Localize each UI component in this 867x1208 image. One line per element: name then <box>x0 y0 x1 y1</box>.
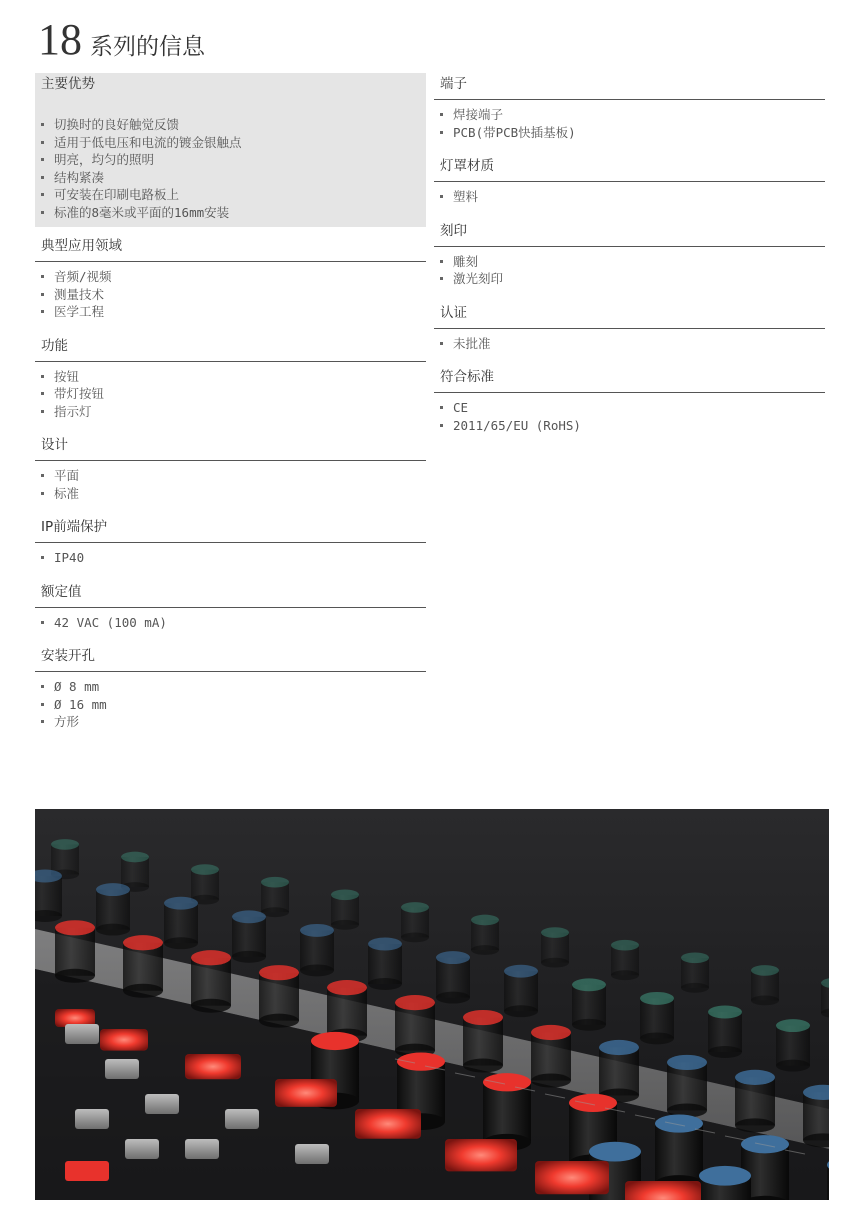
section-main-advantages <box>35 73 426 227</box>
item-list <box>35 672 426 731</box>
section-lens-material <box>434 155 825 206</box>
knob-cap <box>191 864 219 875</box>
item-list <box>434 393 825 434</box>
knob-base <box>504 1005 538 1017</box>
knob-cap <box>327 980 367 995</box>
section-applications <box>35 235 426 321</box>
item-list <box>434 100 825 141</box>
item-list <box>434 182 825 206</box>
section-heading: 刻印 <box>434 220 825 247</box>
knob-cap <box>667 1055 707 1070</box>
section-ip-protection <box>35 516 426 567</box>
knob-body <box>827 1165 829 1200</box>
section-approvals <box>434 302 825 353</box>
knob-cap <box>191 950 231 965</box>
knob-base <box>611 970 639 980</box>
list-item: 雕刻 <box>440 253 819 271</box>
item-list <box>35 262 426 321</box>
list-item: 方形 <box>41 713 420 731</box>
grey-key <box>225 1109 259 1129</box>
knob-cap <box>599 1040 639 1055</box>
item-list <box>35 362 426 421</box>
knob-cap <box>572 978 606 991</box>
knob-cap <box>397 1053 445 1071</box>
section-heading: 设计 <box>35 434 426 461</box>
section-heading: IP前端保护 <box>35 516 426 543</box>
item-list <box>35 608 426 632</box>
knob-cap <box>96 883 130 896</box>
knob-cap <box>55 920 95 935</box>
list-item: 测量技术 <box>41 286 420 304</box>
knob-cap <box>261 877 289 888</box>
list-item: 带灯按钮 <box>41 385 420 403</box>
knob-cap <box>504 965 538 978</box>
knob-base <box>471 945 499 955</box>
red-lit-button <box>535 1161 609 1194</box>
knob-cap <box>471 915 499 926</box>
grey-key <box>185 1139 219 1159</box>
knob-base <box>55 969 95 983</box>
knob-base <box>640 1032 674 1044</box>
red-lit-button <box>185 1054 241 1079</box>
knob-cap <box>436 951 470 964</box>
section-heading: 典型应用领域 <box>35 235 426 262</box>
grey-key <box>105 1059 139 1079</box>
section-design <box>35 434 426 502</box>
list-item: PCB(带PCB快插基板) <box>440 124 819 142</box>
section-mounting-hole <box>35 645 426 731</box>
list-item: 未批准 <box>440 335 819 353</box>
knob-cap <box>531 1025 571 1040</box>
knob-cap <box>681 952 709 963</box>
knob-cap <box>331 889 359 900</box>
list-item: 2011/65/EU (RoHS) <box>440 417 819 435</box>
knob-cap <box>463 1010 503 1025</box>
knob-base <box>96 924 130 936</box>
list-item: 适用于低电压和电流的镀金银触点 <box>41 134 420 152</box>
item-list <box>434 329 825 353</box>
section-heading: 认证 <box>434 302 825 329</box>
knob-cap <box>589 1142 641 1162</box>
grey-key <box>65 1024 99 1044</box>
list-item: 焊接端子 <box>440 106 819 124</box>
knob-cap <box>708 1006 742 1019</box>
knob-cap <box>259 965 299 980</box>
knob-base <box>259 1014 299 1028</box>
list-item: 音频/视频 <box>41 268 420 286</box>
knob-cap <box>751 965 779 976</box>
list-item: 标准 <box>41 485 420 503</box>
grey-key <box>295 1144 329 1164</box>
red-lit-button <box>275 1079 337 1107</box>
knob-base <box>164 937 198 949</box>
section-rating <box>35 581 426 632</box>
red-lit-button <box>445 1139 517 1171</box>
item-list <box>434 247 825 288</box>
list-item: 医学工程 <box>41 303 420 321</box>
section-heading: 额定值 <box>35 581 426 608</box>
knob-base <box>401 933 429 943</box>
list-item: 切换时的良好触觉反馈 <box>41 116 420 134</box>
knob-base <box>436 992 470 1004</box>
section-heading: 端子 <box>434 73 825 100</box>
knob-base <box>735 1118 775 1132</box>
knob-base <box>368 978 402 990</box>
list-item: CE <box>440 399 819 417</box>
knob-base <box>232 951 266 963</box>
knob-cap <box>300 924 334 937</box>
list-item: IP40 <box>41 549 420 567</box>
knob-cap <box>541 927 569 938</box>
series-number: 18 <box>38 15 82 64</box>
knob-cap <box>741 1135 789 1153</box>
list-item: 42 VAC (100 mA) <box>41 614 420 632</box>
section-heading: 符合标准 <box>434 366 825 393</box>
knob-cap <box>164 897 198 910</box>
knob-cap <box>776 1019 810 1032</box>
knob-cap <box>368 938 402 951</box>
knob-base <box>541 958 569 968</box>
knob-base <box>191 999 231 1013</box>
list-item: 标准的8毫米或平面的16mm安装 <box>41 204 420 222</box>
series-title: 系列的信息 <box>90 34 205 60</box>
red-lit-button <box>625 1181 701 1200</box>
item-list <box>35 461 426 502</box>
knob-cap <box>395 995 435 1010</box>
mixing-console-photo <box>35 809 829 1200</box>
knob-cap <box>121 852 149 863</box>
knob-cap <box>311 1032 359 1050</box>
list-item: Ø 8 mm <box>41 678 420 696</box>
section-heading: 安装开孔 <box>35 645 426 672</box>
page-title <box>38 14 205 62</box>
knob-cap <box>51 839 79 850</box>
section-terminals <box>434 73 825 141</box>
section-standards <box>434 366 825 434</box>
knob-base <box>463 1059 503 1073</box>
knob-base <box>300 964 334 976</box>
item-list <box>35 110 426 221</box>
knob-base <box>123 984 163 998</box>
left-column <box>35 73 426 745</box>
red-lit-button <box>100 1029 148 1051</box>
section-heading: 功能 <box>35 335 426 362</box>
section-heading: 主要优势 <box>41 76 95 92</box>
list-item: 指示灯 <box>41 403 420 421</box>
knob-cap <box>611 940 639 951</box>
knob-cap <box>232 910 266 923</box>
knob-base <box>708 1046 742 1058</box>
knob-cap <box>655 1114 703 1132</box>
section-functions <box>35 335 426 421</box>
list-item: Ø 16 mm <box>41 696 420 714</box>
grey-key <box>125 1139 159 1159</box>
grey-key <box>145 1094 179 1114</box>
right-column <box>434 73 825 448</box>
list-item: 结构紧凑 <box>41 169 420 187</box>
section-heading: 灯罩材质 <box>434 155 825 182</box>
red-lit-button <box>355 1109 421 1139</box>
knob-cap <box>699 1166 751 1186</box>
list-item: 按钮 <box>41 368 420 386</box>
grey-key <box>75 1109 109 1129</box>
knob-base <box>776 1060 810 1072</box>
section-marking <box>434 220 825 288</box>
knob-base <box>331 920 359 930</box>
knob-cap <box>735 1070 775 1085</box>
list-item: 塑料 <box>440 188 819 206</box>
list-item: 明亮，均匀的照明 <box>41 151 420 169</box>
knob-base <box>572 1019 606 1031</box>
list-item: 激光刻印 <box>440 270 819 288</box>
list-item: 可安装在印刷电路板上 <box>41 186 420 204</box>
knob-base <box>751 996 779 1006</box>
red-key <box>65 1161 109 1181</box>
item-list <box>35 543 426 567</box>
knob-cap <box>401 902 429 913</box>
knob-base <box>681 983 709 993</box>
list-item: 平面 <box>41 467 420 485</box>
knob-cap <box>640 992 674 1005</box>
knob-cap <box>123 935 163 950</box>
knob-base <box>531 1074 571 1088</box>
